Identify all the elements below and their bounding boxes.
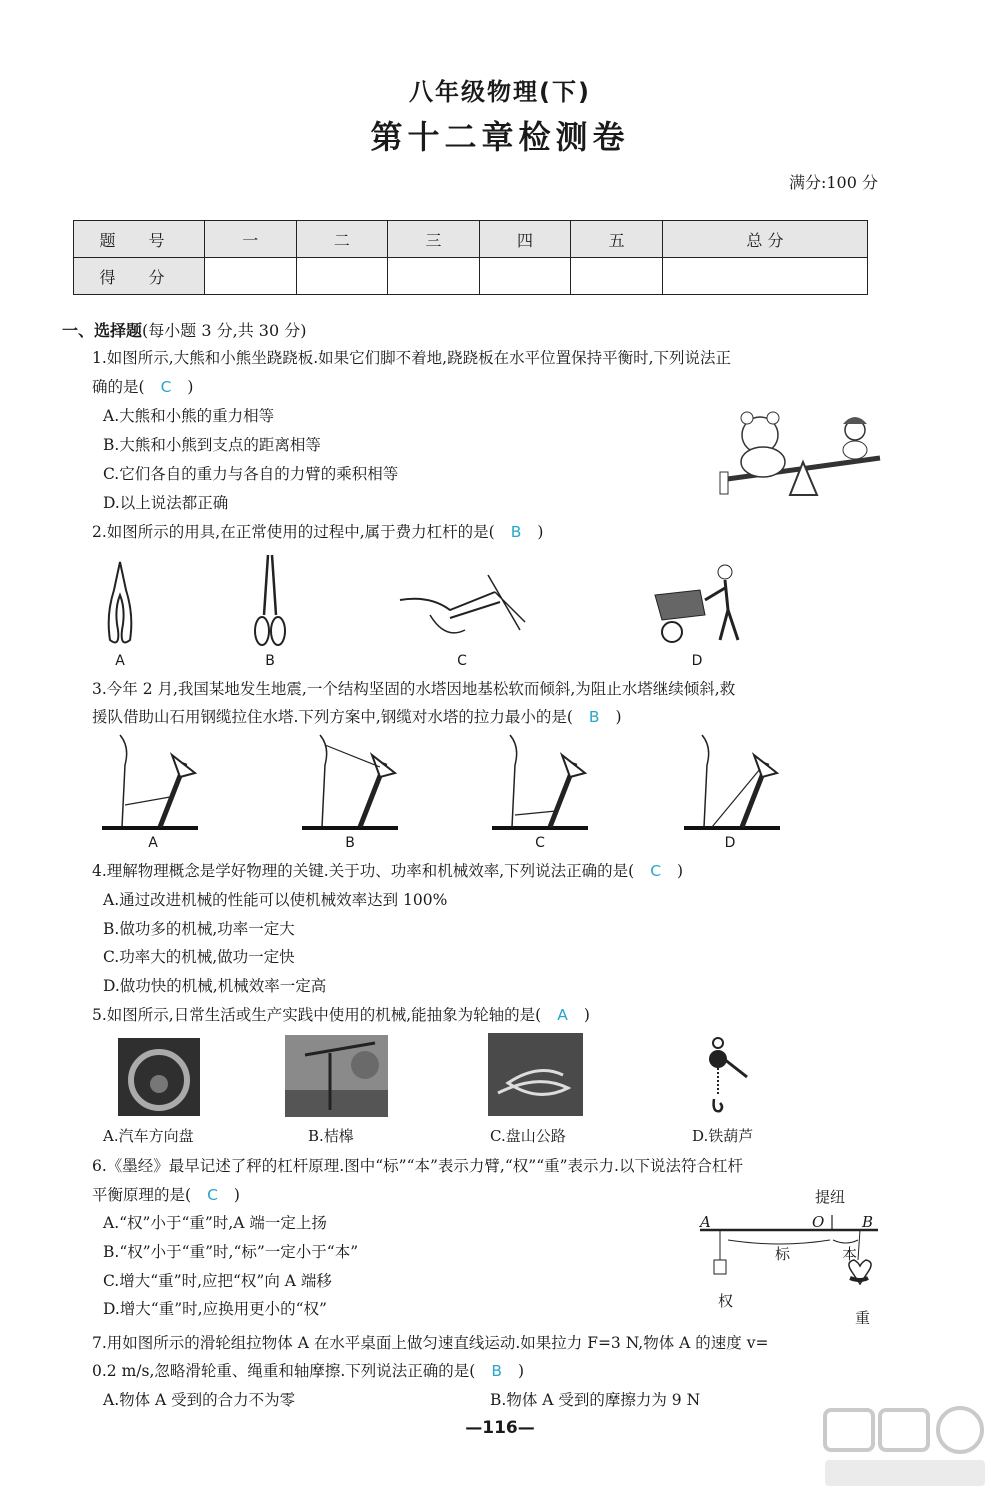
q1-stem-line1: 1.如图所示,大熊和小熊坐跷跷板.如果它们脚不着地,跷跷板在水平位置保持平衡时,下列说法正 [92, 349, 731, 367]
q7-stem-line1: 7.用如图所示的滑轮组拉物体 A 在水平桌面上做匀速直线运动.如果拉力 F=3 N,物体 A 的速度 v= [92, 1334, 769, 1352]
q1-stem: 确的是( [92, 378, 145, 396]
q6-paren: ) [233, 1186, 240, 1204]
q2-stem: 2.如图所示的用具,在正常使用的过程中,属于费力杠杆的是( [92, 523, 495, 541]
q6-stem-line2 [92, 1184, 240, 1206]
q4-stem-line1 [92, 860, 683, 882]
q7-answer: B [491, 1362, 502, 1380]
q3-answer: B [588, 708, 600, 726]
q7-option-a: A.物体 A 受到的合力不为零 [103, 1391, 296, 1409]
steelyard-label-ben: 本 [842, 1245, 858, 1263]
q3-paren: ) [615, 708, 622, 726]
q2-stem-line1 [92, 521, 543, 543]
q5-caption-a: A.汽车方向盘 [103, 1127, 194, 1145]
q2-label-c: C [457, 653, 467, 669]
steelyard-label-biao: 标 [775, 1245, 791, 1263]
q6-option-c: C.增大“重”时,应把“权”向 A 端移 [103, 1272, 332, 1290]
steelyard-label-quan: 权 [718, 1292, 734, 1310]
q7-option-b: B.物体 A 受到的摩擦力为 9 N [490, 1391, 701, 1409]
water-tower-a-figure [100, 735, 200, 835]
steering-wheel-photo [118, 1038, 200, 1116]
page-subtitle: 八年级物理(下) [409, 78, 591, 106]
q4-option-c: C.功率大的机械,做功一定快 [103, 948, 295, 966]
wheelbarrow-figure [650, 560, 750, 645]
score-cell: 题 号 [74, 221, 205, 258]
q3-stem: 援队借助山石用钢缆拉住水塔.下列方案中,钢缆对水塔的拉力最小的是( [92, 708, 573, 726]
score-input-cell[interactable] [388, 258, 480, 295]
q7-paren: ) [518, 1362, 525, 1380]
q6-stem: 平衡原理的是( [92, 1186, 192, 1204]
score-input-cell[interactable] [571, 258, 663, 295]
chain-hoist-figure [702, 1035, 752, 1117]
score-input-cell[interactable] [479, 258, 571, 295]
score-cell: 一 [205, 221, 297, 258]
q5-answer: A [557, 1006, 568, 1024]
q5-paren: ) [583, 1006, 590, 1024]
steelyard-label-tizhu: 提纽 [815, 1188, 846, 1206]
section-note: (每小题 3 分,共 30 分) [142, 321, 307, 340]
q6-option-b: B.“权”小于“重”时,“标”一定小于“本” [103, 1243, 359, 1261]
q1-paren: ) [187, 378, 194, 396]
q3-label-a: A [148, 835, 158, 851]
steelyard-label-a: A [700, 1213, 711, 1231]
score-cell: 四 [479, 221, 571, 258]
page-title: 第十二章检测卷 [370, 118, 630, 156]
score-cell: 三 [388, 221, 480, 258]
q1-stem-line2 [92, 376, 193, 398]
scissors-figure [250, 553, 290, 653]
q6-stem-line1: 6.《墨经》最早记述了秤的杠杆原理.图中“标”“本”表示力臂,“权”“重”表示力.以下说法符合杠杆 [92, 1157, 743, 1175]
seesaw-bears-figure [715, 400, 890, 500]
q4-stem: 4.理解物理概念是学好物理的关键.关于功、功率和机械效率,下列说法正确的是( [92, 862, 635, 880]
q2-label-b: B [265, 653, 275, 669]
section-label: 一、选择题 [62, 321, 143, 340]
q3-label-b: B [345, 835, 355, 851]
score-cell: 总 分 [662, 221, 867, 258]
q5-caption-c: C.盘山公路 [490, 1127, 566, 1145]
q1-answer: C [160, 378, 172, 396]
q2-paren: ) [537, 523, 544, 541]
q5-stem: 5.如图所示,日常生活或生产实践中使用的机械,能抽象为轮轴的是( [92, 1006, 542, 1024]
section-title [62, 318, 306, 341]
q1-option-a: A.大熊和小熊的重力相等 [103, 407, 275, 425]
water-tower-d-figure [682, 735, 782, 835]
q5-caption-b: B.桔槔 [308, 1127, 354, 1145]
q7-stem-line2 [92, 1360, 524, 1382]
q4-answer: C [650, 862, 662, 880]
score-input-cell[interactable] [296, 258, 388, 295]
q4-paren: ) [677, 862, 684, 880]
q3-stem-line2 [92, 706, 622, 728]
q3-stem-line1: 3.今年 2 月,我国某地发生地震,一个结构坚固的水塔因地基松软而倾斜,为阻止水塔继续倾斜,救 [92, 680, 736, 698]
q4-option-d: D.做功快的机械,机械效率一定高 [103, 977, 327, 995]
well-sweep-photo [285, 1035, 388, 1117]
q1-option-b: B.大熊和小熊到支点的距离相等 [103, 436, 321, 454]
score-table [73, 220, 868, 295]
q4-option-a: A.通过改进机械的性能可以使机械效率达到 100% [103, 891, 448, 909]
q5-stem-line1 [92, 1004, 590, 1026]
score-input-cell[interactable] [205, 258, 297, 295]
q6-answer: C [207, 1186, 218, 1204]
steelyard-label-o: O [812, 1213, 825, 1231]
q2-label-a: A [115, 653, 125, 669]
q3-label-d: D [724, 835, 736, 851]
mountain-road-photo [488, 1033, 583, 1116]
q1-option-d: D.以上说法都正确 [103, 494, 229, 512]
q3-label-c: C [535, 835, 545, 851]
score-cell: 二 [296, 221, 388, 258]
score-header-row [74, 221, 868, 258]
steelyard-label-zhong: 重 [855, 1309, 871, 1327]
steelyard-label-b: B [862, 1213, 874, 1231]
score-input-cell[interactable] [662, 258, 867, 295]
q2-label-d: D [691, 653, 703, 669]
watermark-logo [820, 1405, 990, 1493]
full-mark: 满分:100 分 [788, 173, 878, 192]
wire-cutter-figure [400, 570, 530, 645]
page-number: —116— [465, 1418, 535, 1438]
score-cell: 五 [571, 221, 663, 258]
q6-option-d: D.增大“重”时,应换用更小的“权” [103, 1300, 327, 1318]
water-tower-c-figure [490, 735, 590, 835]
score-cell: 得 分 [74, 258, 205, 295]
q6-option-a: A.“权”小于“重”时,A 端一定上扬 [103, 1214, 327, 1232]
q7-stem: 0.2 m/s,忽略滑轮重、绳重和轴摩擦.下列说法正确的是( [92, 1362, 476, 1380]
pliers-figure [100, 560, 140, 650]
q1-option-c: C.它们各自的重力与各自的力臂的乘积相等 [103, 465, 399, 483]
q2-answer: B [510, 523, 522, 541]
water-tower-b-figure [300, 735, 400, 835]
q5-caption-d: D.铁葫芦 [692, 1127, 754, 1145]
score-value-row [74, 258, 868, 295]
q4-option-b: B.做功多的机械,功率一定大 [103, 920, 295, 938]
